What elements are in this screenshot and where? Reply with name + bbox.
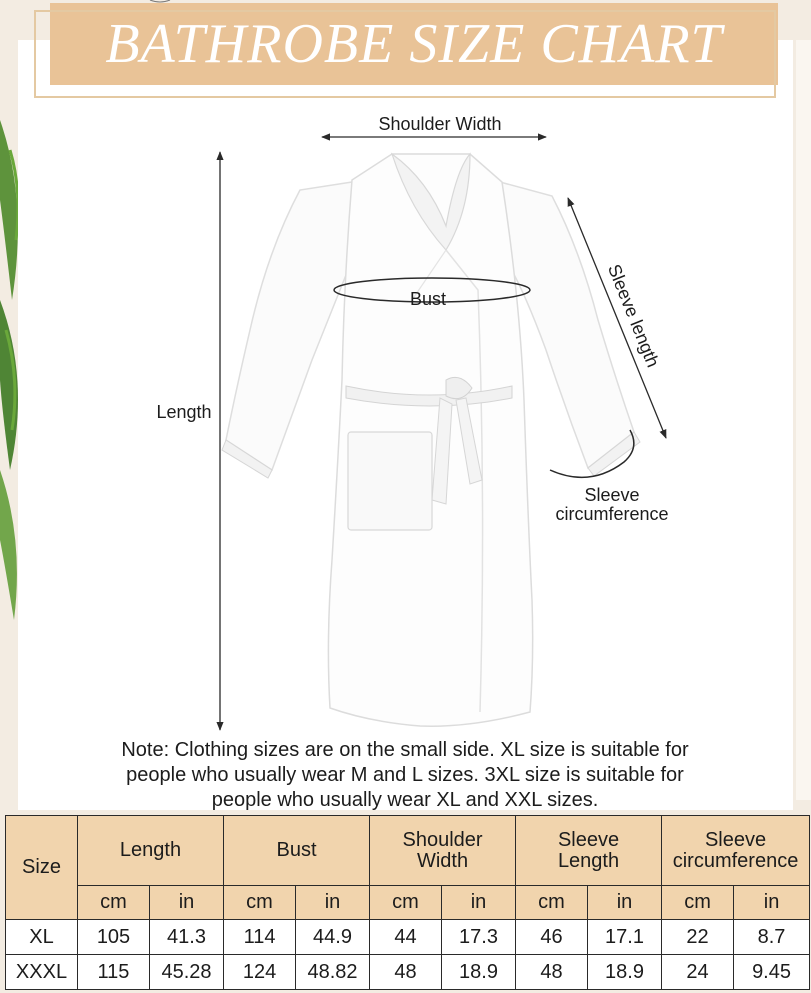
row-size: XXXL bbox=[6, 955, 78, 990]
table-cell: 46 bbox=[516, 920, 588, 955]
table-cell: 9.45 bbox=[734, 955, 810, 990]
sizing-note bbox=[60, 738, 750, 813]
table-cell: 44.9 bbox=[296, 920, 370, 955]
table-cell: 44 bbox=[370, 920, 442, 955]
note-line-2: people who usually wear M and L sizes. 3XL size is suitable for bbox=[126, 764, 684, 786]
page-title: BATHROBE SIZE CHART bbox=[105, 13, 723, 75]
table-cell: 17.3 bbox=[442, 920, 516, 955]
table-row bbox=[6, 955, 810, 990]
unit-header: cm bbox=[224, 886, 296, 920]
table-cell: 48 bbox=[370, 955, 442, 990]
sleeve-length-label: Sleeve length bbox=[603, 261, 664, 371]
unit-header: in bbox=[588, 886, 662, 920]
table-cell: 24 bbox=[662, 955, 734, 990]
unit-header: cm bbox=[370, 886, 442, 920]
table-cell: 22 bbox=[662, 920, 734, 955]
table-cell: 48 bbox=[516, 955, 588, 990]
group-header-length: Length bbox=[78, 816, 224, 886]
table-cell: 8.7 bbox=[734, 920, 810, 955]
unit-header: in bbox=[150, 886, 224, 920]
bust-label: Bust bbox=[409, 289, 447, 309]
table-cell: 18.9 bbox=[588, 955, 662, 990]
size-table bbox=[5, 815, 810, 990]
unit-header: in bbox=[296, 886, 370, 920]
table-row bbox=[6, 920, 810, 955]
robe-illustration bbox=[222, 154, 640, 726]
group-header-sleeve-length: Sleeve Length bbox=[516, 816, 662, 886]
table-cell: 124 bbox=[224, 955, 296, 990]
table-cell: 17.1 bbox=[588, 920, 662, 955]
unit-header: in bbox=[442, 886, 516, 920]
note-line-1: Note: Clothing sizes are on the small side. XL size is suitable for bbox=[121, 739, 689, 761]
table-cell: 105 bbox=[78, 920, 150, 955]
group-header-sleeve-circumference: Sleeve circumference bbox=[662, 816, 810, 886]
unit-header: cm bbox=[662, 886, 734, 920]
shoulder-width-label: Shoulder Width bbox=[378, 114, 502, 134]
note-line-3: people who usually wear XL and XXL sizes. bbox=[211, 789, 599, 811]
sleeve-circumference-label-line2: circumference bbox=[555, 504, 669, 524]
table-cell: 45.28 bbox=[150, 955, 224, 990]
size-table-container bbox=[5, 815, 809, 991]
unit-header: in bbox=[734, 886, 810, 920]
size-header: Size bbox=[6, 816, 78, 920]
length-label: Length bbox=[156, 402, 212, 422]
table-cell: 115 bbox=[78, 955, 150, 990]
table-cell: 41.3 bbox=[150, 920, 224, 955]
table-cell: 48.82 bbox=[296, 955, 370, 990]
unit-header: cm bbox=[516, 886, 588, 920]
table-cell: 18.9 bbox=[442, 955, 516, 990]
group-header-shoulder-width: Shoulder Width bbox=[370, 816, 516, 886]
sleeve-circumference-label-line1: Sleeve bbox=[584, 485, 640, 505]
table-cell: 114 bbox=[224, 920, 296, 955]
unit-header: cm bbox=[78, 886, 150, 920]
group-header-bust: Bust bbox=[224, 816, 370, 886]
row-size: XL bbox=[6, 920, 78, 955]
